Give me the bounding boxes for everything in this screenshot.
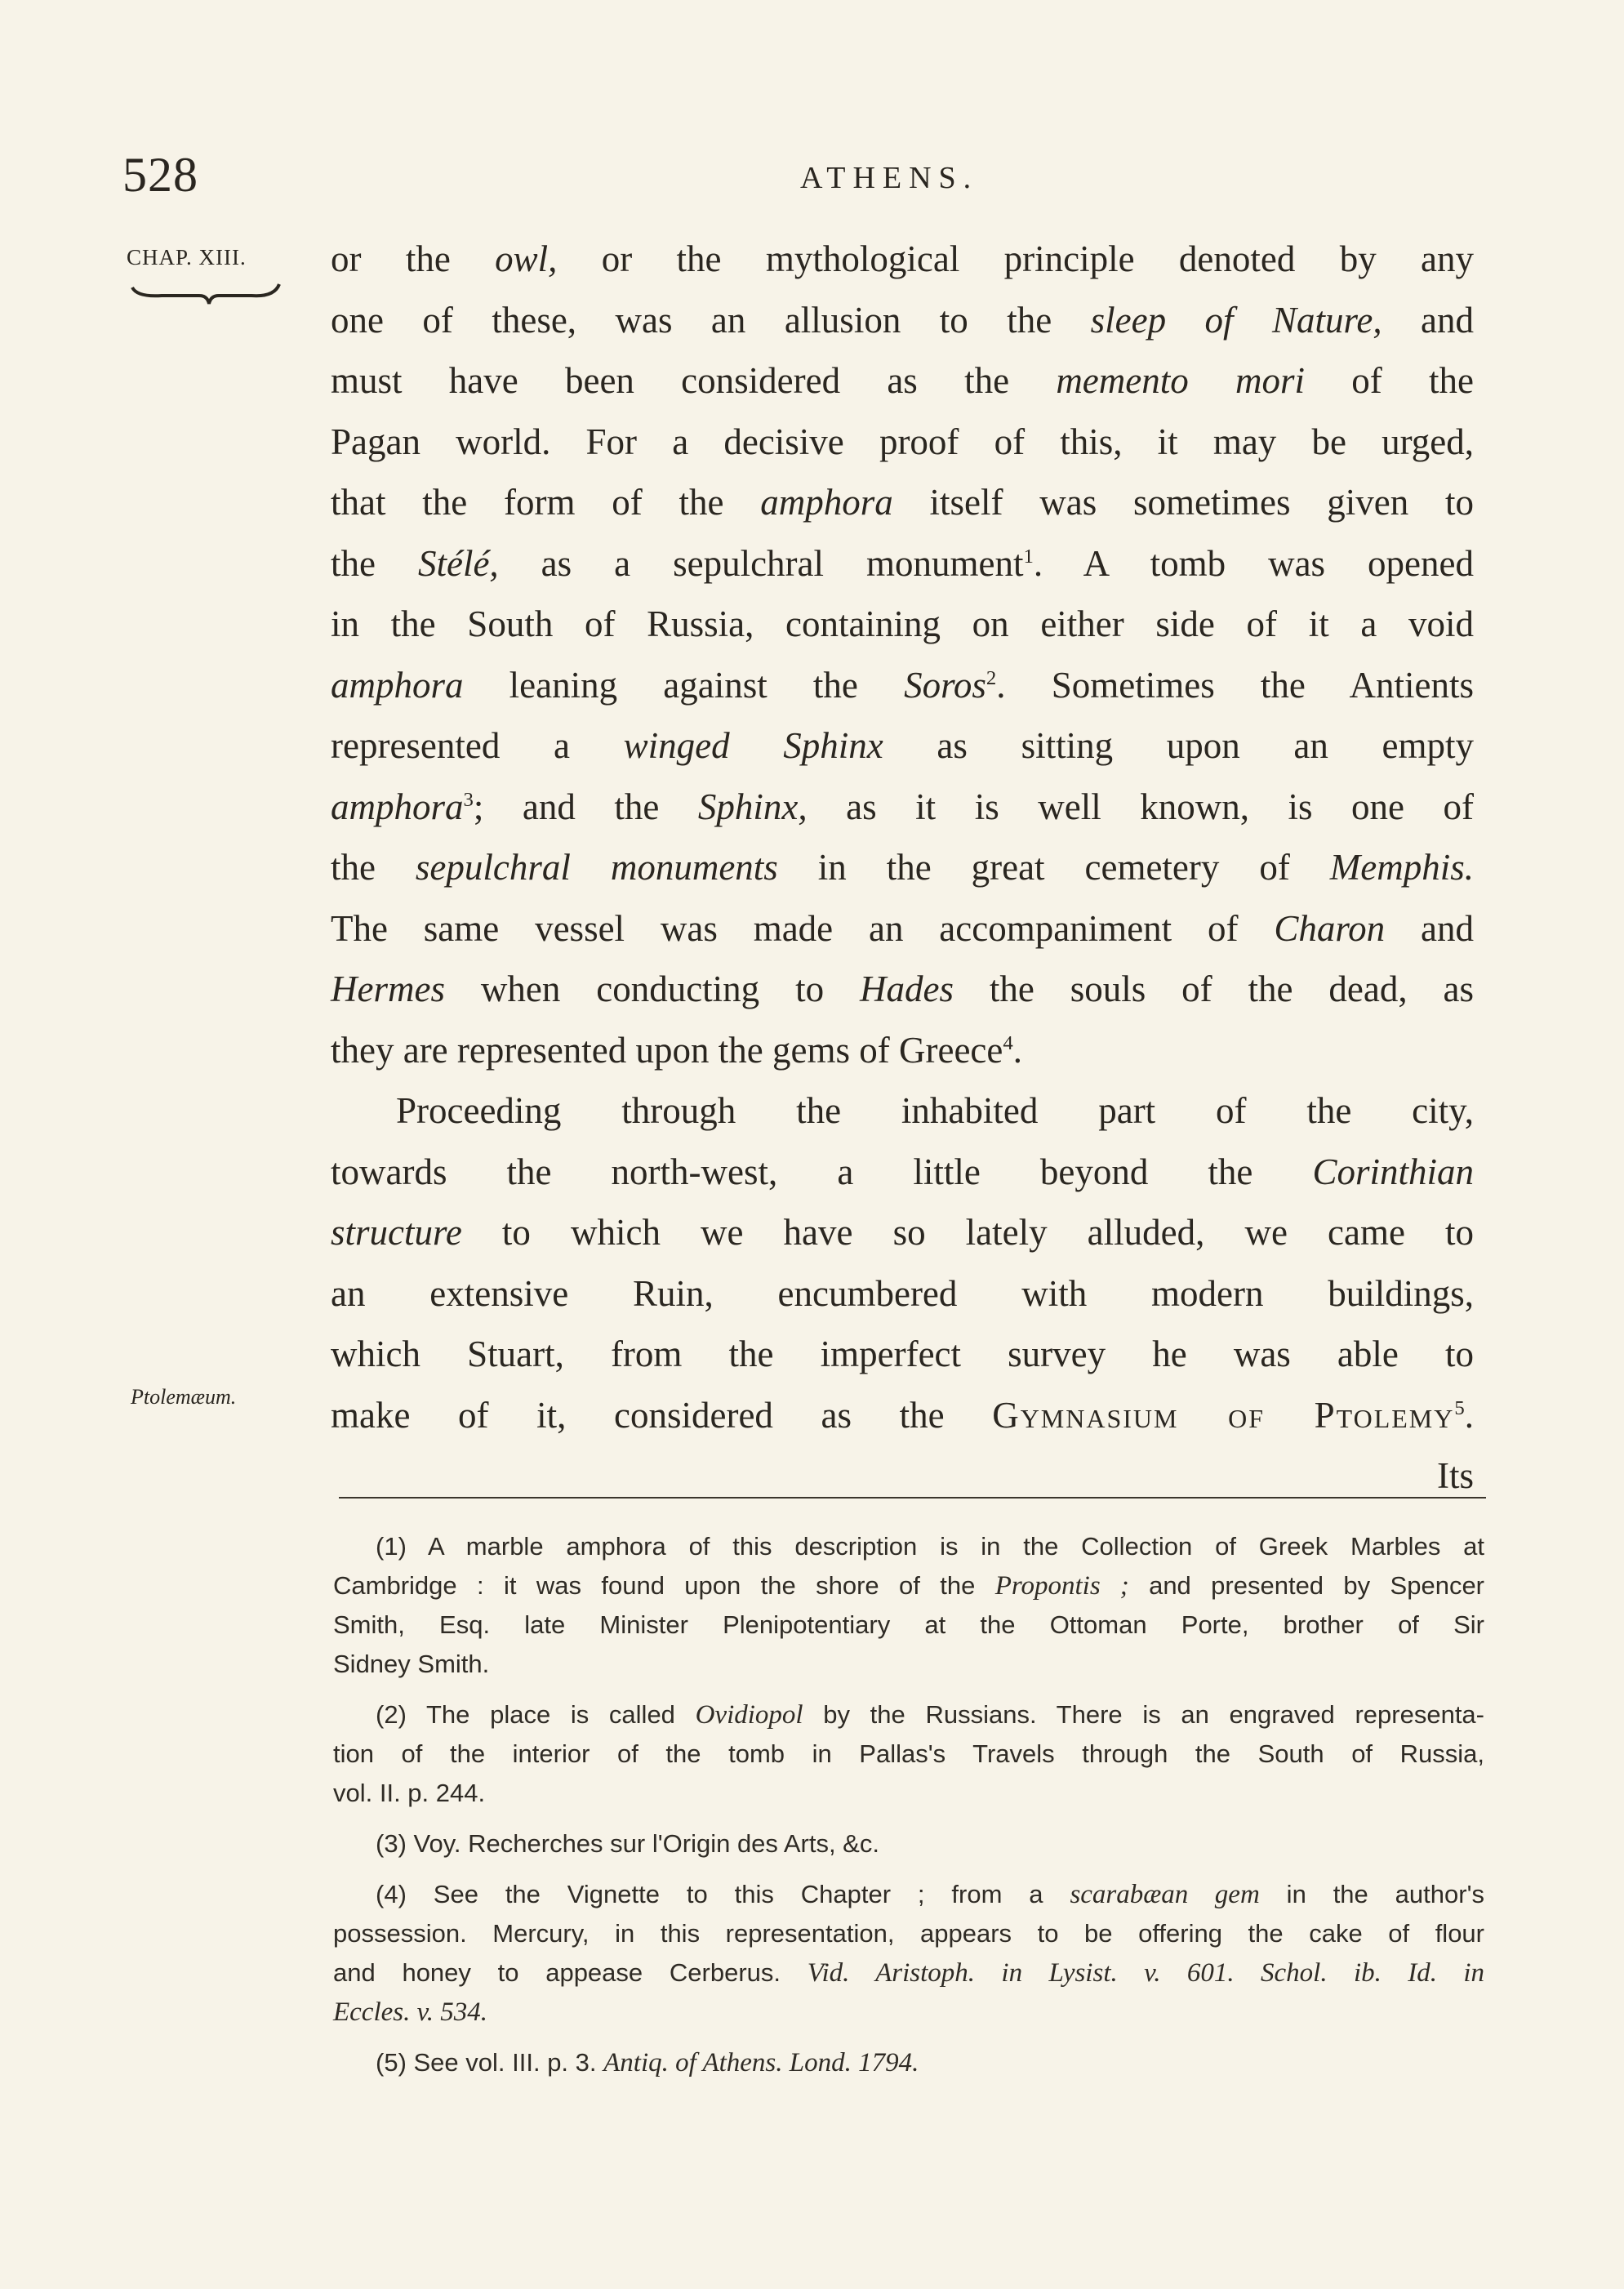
running-head: ATHENS.	[800, 161, 979, 195]
text-line: must have been considered as the memento mori of the	[331, 360, 1474, 401]
text-line: amphora$^3$; and the Sphinx, as it is well known, is one of	[331, 786, 1475, 827]
text-line: structure to which we have so lately alluded, we came to	[331, 1212, 1474, 1253]
margin-brace-ornament	[129, 276, 284, 309]
text-line: Hermes when conducting to Hades the souls of the dead, as	[331, 969, 1474, 1009]
footnote-1: (1) A marble amphora of this description is in the Collection of Greek Marbles at Cambridge : it was found upon the shore of the Propontis ; and presented by Spencer Smith, Esq. late Minister Plenipotentiary at the Ottoman Porte, brother of Sir Sidney Smith.	[333, 1532, 1485, 1678]
catchword: Its	[1437, 1455, 1474, 1496]
text-line: Pagan world. For a decisive proof of this, it may be urged,	[331, 421, 1474, 462]
text-line: which Stuart, from the imperfect survey he was able to	[331, 1334, 1474, 1374]
text-line: the Stélé, as a sepulchral monument$^1$. A tomb was opened	[331, 542, 1474, 584]
footnote-2: (2) The place is called Ovidiopol by the Russians. There is an engraved representa- tion of the interior of the tomb in Pallas's Travels through the South of Russia, vol. II. p. 244.	[333, 1700, 1484, 1807]
paragraph-start-line: Proceeding through the inhabited part of the city,	[396, 1090, 1474, 1131]
text-line: one of these, was an allusion to the sleep of Nature, and	[331, 299, 1474, 341]
footnote-ref: 3	[463, 788, 474, 811]
text-line: the sepulchral monuments in the great cemetery of Memphis.	[331, 847, 1474, 888]
text-line: that the form of the amphora itself was sometimes given to	[331, 482, 1475, 523]
text-line: make of it, considered as the Gymnasium of Ptolemy$^5$.	[331, 1394, 1474, 1436]
text-line: they are represented upon the gems of Greece$^4$.	[331, 1029, 1022, 1071]
text-line: The same vessel was made an accompaniment of Charon and	[331, 907, 1474, 949]
footnote-ref: 1	[1023, 545, 1034, 568]
text-line: represented a winged Sphinx as sitting upon an empty	[331, 725, 1474, 766]
footnote-4: (4) See the Vignette to this Chapter ; from a scarabæan gem in the author's possession. Mercury, in this representation, appears to be offering the cake of flour and honey to appease Cerberus. Vid. Aristoph. in Lysist. v. 601. Schol. ib. Id. in Eccles. v. 534.	[333, 1880, 1485, 2027]
footnote-5: (5) See vol. III. p. 3. Antiq. of Athens. Lond. 1794.	[376, 2048, 919, 2077]
footnote-3: (3) Voy. Recherches sur l'Origin des Arts, &c.	[376, 1829, 879, 1858]
page-number: 528	[122, 148, 198, 202]
margin-chapter-label: CHAP. XIII.	[127, 245, 247, 269]
text-line: towards the north-west, a little beyond the Corinthian	[331, 1151, 1474, 1192]
footnote-ref: 4	[1003, 1031, 1013, 1054]
text-line: an extensive Ruin, encumbered with modern buildings,	[331, 1272, 1474, 1314]
text-line: in the South of Russia, containing on either side of it a void	[331, 603, 1474, 644]
text-line: or the owl, or the mythological principle denoted by any	[331, 238, 1474, 279]
footnote-rule	[339, 1497, 1486, 1499]
margin-note-ptolemaeum: Ptolemæum.	[131, 1385, 237, 1409]
text-line: amphora leaning against the Soros$^2$. Sometimes the Antients	[331, 664, 1475, 706]
footnotes	[333, 1527, 1484, 2094]
footnote-ref: 5	[1454, 1396, 1465, 1419]
body-text	[331, 229, 1474, 1507]
footnote-ref: 2	[986, 666, 997, 689]
